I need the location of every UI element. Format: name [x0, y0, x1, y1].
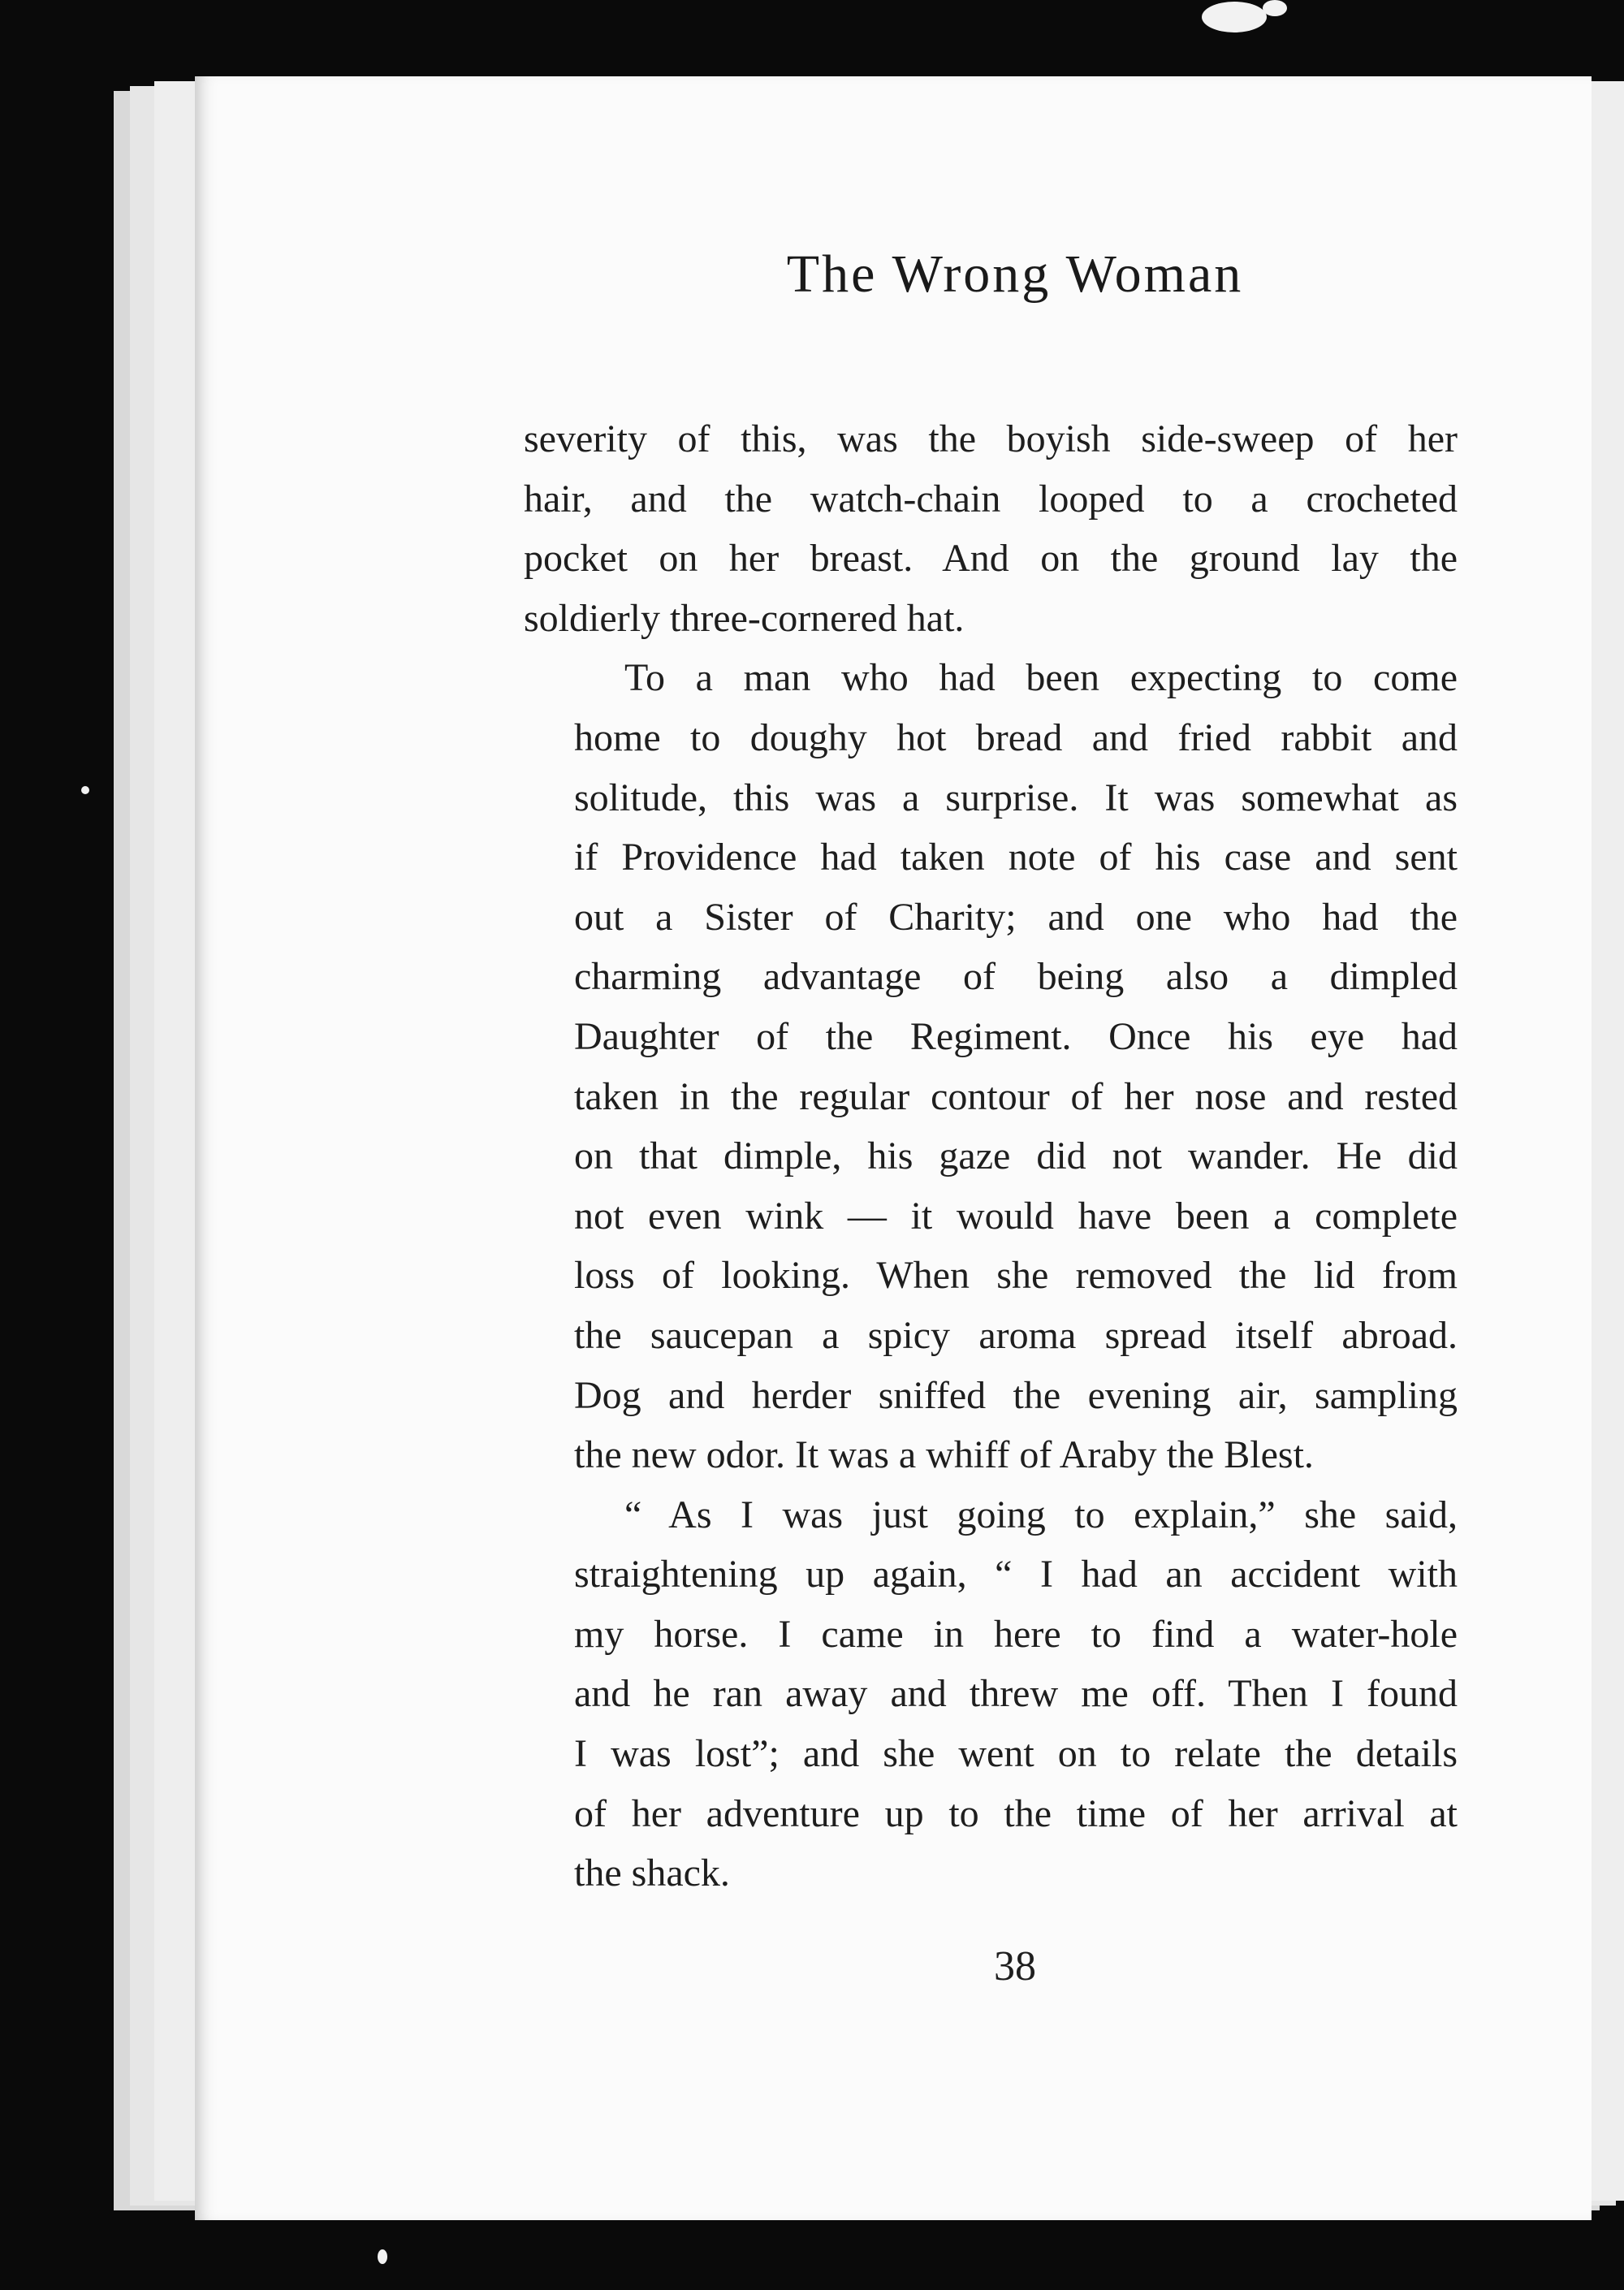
text-line: my horse. I came in here to find a water-hole: [574, 1612, 1458, 1656]
text-line: Daughter of the Regiment. Once his eye had: [574, 1014, 1458, 1058]
text-line: loss of looking. When she removed the lid from: [574, 1254, 1458, 1298]
body-text: [524, 409, 1458, 1903]
text-line: charming advantage of being also a dimpled: [574, 955, 1458, 999]
text-line: “ As I was just going to explain,” she said,: [624, 1493, 1458, 1536]
text-line: out a Sister of Charity; and one who had the: [574, 895, 1458, 939]
text-line: straightening up again, “ I had an accident with: [574, 1553, 1458, 1597]
text-line: taken in the regular contour of her nose and rested: [574, 1074, 1458, 1118]
text-line: To a man who had been expecting to come: [624, 656, 1458, 700]
paragraph: [524, 648, 1458, 1484]
text-line: and he ran away and threw me off. Then I found: [574, 1672, 1458, 1716]
page-number: 38: [994, 1943, 1036, 1990]
text-line: on that dimple, his gaze did not wander. He did: [574, 1134, 1458, 1178]
text-line: not even wink — it would have been a complete: [574, 1194, 1458, 1238]
paragraph: [524, 409, 1458, 648]
scan-speck: [1202, 2, 1267, 32]
paragraph: [524, 1485, 1458, 1903]
text-line: of her adventure up to the time of her arrival at: [574, 1791, 1458, 1835]
text-line: pocket on her breast. And on the ground lay the: [524, 537, 1458, 581]
text-line: hair, and the watch-chain looped to a crocheted: [524, 477, 1458, 521]
scan-speck: [81, 786, 89, 794]
text-line: severity of this, was the boyish side-sweep of her: [524, 417, 1458, 460]
text-line: home to doughy hot bread and fried rabbit and: [574, 715, 1458, 759]
text-line: soldierly three-cornered hat.: [524, 596, 965, 640]
text-line: if Providence had taken note of his case and sent: [574, 836, 1458, 879]
text-line: the new odor. It was a whiff of Araby the Blest.: [574, 1433, 1314, 1477]
text-line: I was lost”; and she went on to relate the details: [574, 1732, 1458, 1776]
running-head: The Wrong Woman: [786, 244, 1244, 304]
scan-speck: [1263, 0, 1287, 16]
scan-speck: [378, 2249, 387, 2264]
book-page: [195, 76, 1592, 2220]
text-line: Dog and herder sniffed the evening air, sampling: [574, 1373, 1458, 1417]
text-line: solitude, this was a surprise. It was somewhat as: [574, 776, 1458, 819]
text-line: the saucepan a spicy aroma spread itself abroad.: [574, 1313, 1458, 1357]
text-line: the shack.: [574, 1851, 730, 1895]
